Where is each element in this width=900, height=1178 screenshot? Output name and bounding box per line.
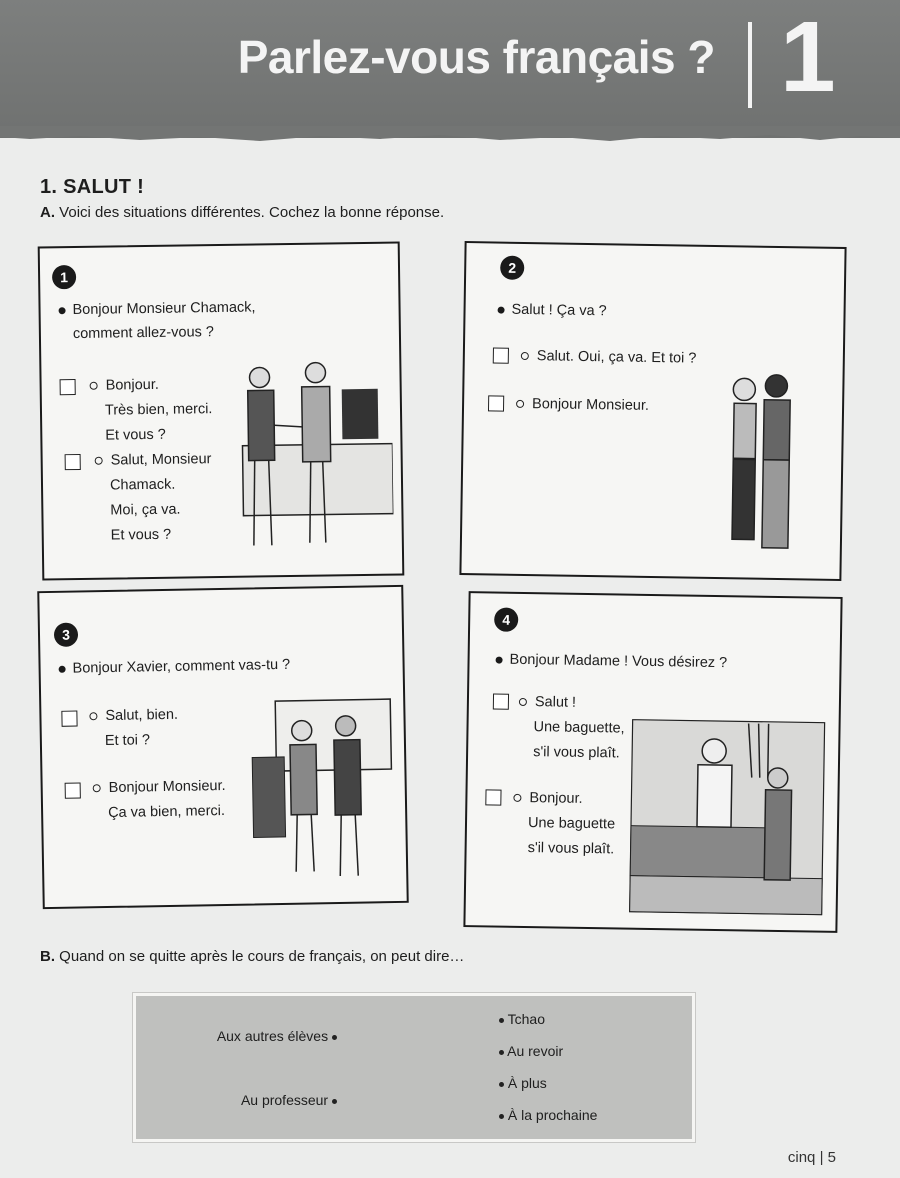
classroom-handshake-illustration: [245, 695, 398, 888]
answer-option: Bonjour Monsieur.: [516, 392, 649, 419]
panel-prompt: [58, 296, 256, 347]
answer-checkbox[interactable]: [493, 347, 509, 363]
answer-option: Salut ! Une baguette, s'il vous plaît.: [518, 690, 625, 767]
prompt-line: Salut ! Ça va ?: [511, 301, 607, 320]
part-b-letter: B.: [40, 948, 55, 965]
part-a-letter: A.: [40, 204, 55, 221]
page-word: cinq: [787, 1149, 816, 1166]
situation-panel-3: [37, 585, 408, 909]
footer-separator: |: [819, 1149, 824, 1166]
prompt-line: Bonjour Madame ! Vous désirez ?: [509, 651, 728, 672]
panel-prompt: [58, 653, 290, 681]
panel-prompt: [497, 298, 606, 324]
unit-number: 1: [780, 1, 836, 113]
answer-option: Salut, Monsieur Chamack. Moi, ça va. Et vous ?: [95, 447, 213, 549]
match-right-item[interactable]: Au revoir: [499, 1043, 563, 1059]
match-dot-icon: [499, 1082, 504, 1087]
match-dot-icon: [499, 1114, 504, 1119]
panel-number-badge: 3: [54, 623, 78, 647]
option-bullet-icon: [516, 400, 524, 408]
part-a-text: Voici des situations différentes. Cochez la bonne réponse.: [59, 204, 445, 221]
page-number: 5: [827, 1149, 836, 1166]
option-bullet-icon: [519, 698, 527, 706]
chapter-header: [0, 0, 900, 138]
option-bullet-icon: [90, 382, 98, 390]
option-bullet-icon: [95, 457, 103, 465]
section-title: 1. SALUT !: [40, 176, 145, 198]
match-dot-icon: [332, 1099, 337, 1104]
match-right-item[interactable]: À la prochaine: [499, 1107, 597, 1123]
option-bullet-icon: [521, 352, 529, 360]
option-bullet-icon: [93, 784, 101, 792]
handshake-office-illustration: [231, 354, 394, 556]
part-b-text: Quand on se quitte après le cours de français, on peut dire…: [59, 948, 465, 965]
part-b-instruction: [40, 948, 464, 965]
answer-checkbox[interactable]: [488, 395, 504, 411]
matching-exercise-box: [133, 993, 695, 1142]
answer-option: Bonjour. Très bien, merci. Et vous ?: [89, 372, 212, 449]
answer-checkbox[interactable]: [61, 711, 77, 727]
panel-number-badge: 1: [52, 265, 76, 289]
answer-option: Bonjour. Une baguette s'il vous plaît.: [512, 786, 615, 863]
option-bullet-icon: [89, 712, 97, 720]
panel-number-badge: 4: [494, 607, 518, 631]
match-right-item[interactable]: Tchao: [499, 1011, 545, 1027]
answer-option: Salut. Oui, ça va. Et toi ?: [521, 344, 697, 372]
answer-option: Salut, bien. Et toi ?: [89, 703, 178, 755]
situation-panel-2: [459, 241, 846, 581]
panel-number-badge: 2: [500, 256, 524, 280]
page-footer: [788, 1149, 836, 1166]
answer-checkbox[interactable]: [485, 789, 501, 805]
answer-checkbox[interactable]: [493, 693, 509, 709]
match-left-item[interactable]: Au professeur: [241, 1092, 337, 1108]
match-dot-icon: [499, 1050, 504, 1055]
bullet-icon: [59, 665, 66, 672]
couple-kissing-illustration: [712, 367, 825, 564]
answer-checkbox[interactable]: [60, 379, 76, 395]
chapter-title: Parlez-vous français ?: [237, 31, 715, 83]
answer-checkbox[interactable]: [65, 454, 81, 470]
match-dot-icon: [332, 1035, 337, 1040]
match-right-item[interactable]: À plus: [499, 1075, 547, 1091]
match-left-item[interactable]: Aux autres élèves: [217, 1028, 337, 1044]
bullet-icon: [498, 306, 505, 313]
option-bullet-icon: [513, 794, 521, 802]
bullet-icon: [59, 307, 66, 314]
match-dot-icon: [499, 1018, 504, 1023]
prompt-line: comment allez-vous ?: [72, 324, 215, 343]
bakery-illustration: [626, 716, 829, 919]
torn-paper-edge: [0, 126, 900, 148]
prompt-line: Bonjour Xavier, comment vas-tu ?: [72, 656, 291, 677]
situation-panel-4: [463, 591, 842, 933]
bullet-icon: [496, 656, 503, 663]
answer-checkbox[interactable]: [65, 782, 81, 798]
answer-option: Bonjour Monsieur. Ça va bien, merci.: [92, 774, 226, 826]
header-divider: [748, 22, 752, 108]
prompt-line: Bonjour Monsieur Chamack,: [72, 299, 256, 319]
part-a-instruction: [40, 204, 444, 221]
situation-panel-1: [38, 241, 405, 580]
panel-prompt: [495, 648, 727, 676]
